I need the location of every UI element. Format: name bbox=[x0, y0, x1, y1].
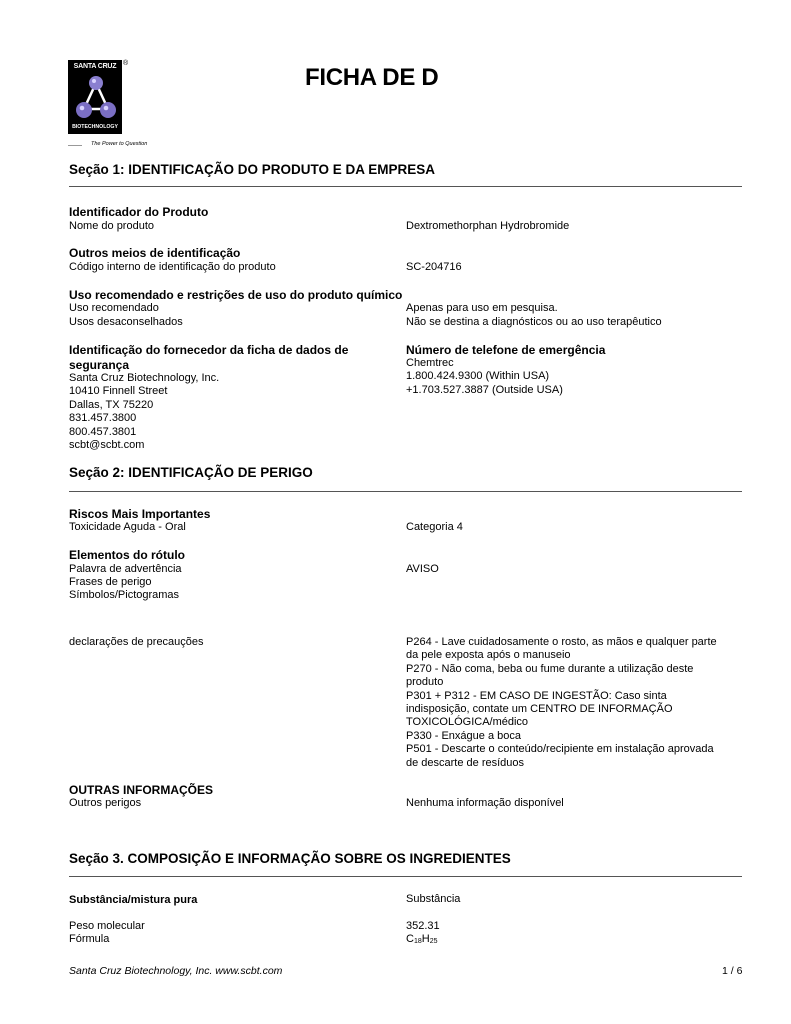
product-identifier-heading: Identificador do Produto bbox=[69, 205, 209, 219]
tagline: The Power to Question bbox=[91, 141, 148, 147]
substance-value: Substância bbox=[406, 893, 461, 905]
supplier-line: 800.457.3801 bbox=[69, 425, 137, 438]
supplier-heading-line2: segurança bbox=[69, 358, 130, 372]
internal-code-value: SC-204716 bbox=[406, 261, 462, 273]
precaution-line: indisposição, contate um CENTRO DE INFORMAÇÃO bbox=[406, 703, 673, 716]
product-name-value: Dextromethorphan Hydrobromide bbox=[406, 220, 570, 232]
acute-toxicity-label: Toxicidade Aguda - Oral bbox=[69, 521, 186, 533]
molecular-weight-label: Peso molecular bbox=[69, 920, 145, 932]
use-heading: Uso recomendado e restrições de uso do produto químico bbox=[69, 288, 403, 302]
pictograms-label: Símbolos/Pictogramas bbox=[69, 589, 180, 601]
emergency-heading: Número de telefone de emergência bbox=[406, 343, 606, 357]
internal-code-label: Código interno de identificação do produto bbox=[69, 261, 276, 273]
molecule-icon bbox=[72, 73, 118, 123]
recommended-use-label: Uso recomendado bbox=[69, 302, 159, 314]
section2-rule bbox=[69, 491, 742, 492]
section3-title: Seção 3. COMPOSIÇÃO E INFORMAÇÃO SOBRE OS INGREDIENTES bbox=[69, 851, 511, 866]
section1-title: Seção 1: IDENTIFICAÇÃO DO PRODUTO E DA EMPRESA bbox=[69, 162, 436, 177]
formula-h: H bbox=[421, 933, 430, 945]
other-hazards-value: Nenhuma informação disponível bbox=[406, 797, 564, 809]
logo-brand-top: SANTA CRUZ bbox=[73, 63, 117, 70]
other-info-heading: OUTRAS INFORMAÇÕES bbox=[69, 783, 213, 797]
precaution-statements bbox=[406, 636, 717, 770]
page-number: 1 / 6 bbox=[722, 965, 743, 977]
registered-mark: ® bbox=[123, 60, 129, 67]
emergency-contacts bbox=[406, 357, 563, 397]
formula-h-subscript: 25 bbox=[429, 938, 438, 945]
section3-rule bbox=[69, 876, 742, 877]
supplier-line: Dallas, TX 75220 bbox=[69, 398, 154, 411]
emergency-line: Chemtrec bbox=[406, 357, 454, 369]
emergency-line: +1.703.527.3887 (Outside USA) bbox=[406, 383, 563, 396]
supplier-line: scbt@scbt.com bbox=[69, 439, 145, 452]
acute-toxicity-value: Categoria 4 bbox=[406, 521, 463, 533]
precaution-line: P264 - Lave cuidadosamente o rosto, as mãos e qualquer parte bbox=[406, 636, 717, 648]
precaution-line: P301 + P312 - EM CASO DE INGESTÃO: Caso sinta bbox=[406, 689, 667, 702]
formula-c: C bbox=[406, 933, 414, 945]
recommended-use-value: Apenas para uso em pesquisa. bbox=[406, 302, 558, 314]
formula-label: Fórmula bbox=[69, 933, 110, 945]
precaution-line: TOXICOLÓGICA/médico bbox=[406, 716, 529, 729]
signal-word-value: AVISO bbox=[406, 563, 439, 575]
logo-brand-bottom: BIOTECHNOLOGY bbox=[72, 124, 118, 130]
section2-title: Seção 2: IDENTIFICAÇÃO DE PERIGO bbox=[69, 465, 313, 480]
hazards-heading: Riscos Mais Importantes bbox=[69, 507, 211, 521]
emergency-line: 1.800.424.9300 (Within USA) bbox=[406, 370, 550, 383]
supplier-address bbox=[69, 372, 219, 452]
restricted-use-value: Não se destina a diagnósticos ou ao uso terapêutico bbox=[406, 316, 662, 328]
precaution-line: produto bbox=[406, 676, 444, 689]
signal-word-label: Palavra de advertência bbox=[69, 563, 182, 575]
company-logo bbox=[68, 60, 122, 134]
other-ids-heading: Outros meios de identificação bbox=[69, 246, 241, 260]
supplier-line: Santa Cruz Biotechnology, Inc. bbox=[69, 372, 220, 384]
product-name-label: Nome do produto bbox=[69, 220, 154, 232]
footer-company: Santa Cruz Biotechnology, Inc. www.scbt.com bbox=[69, 965, 283, 977]
hazard-phrases-label: Frases de perigo bbox=[69, 576, 152, 588]
substance-label: Substância/mistura pura bbox=[69, 894, 198, 906]
precaution-line: P330 - Enxágue a boca bbox=[406, 729, 521, 742]
precaution-line: P270 - Não coma, beba ou fume durante a utilização deste bbox=[406, 662, 694, 675]
molecular-weight-value: 352.31 bbox=[406, 920, 440, 932]
logo-divider bbox=[68, 145, 82, 146]
other-hazards-label: Outros perigos bbox=[69, 797, 142, 809]
precautions-label: declarações de precauções bbox=[69, 636, 204, 648]
supplier-heading-line1: Identificação do fornecedor da ficha de dados de bbox=[69, 343, 349, 357]
precaution-line: da pele exposta após o manuseio bbox=[406, 649, 571, 662]
supplier-line: 831.457.3800 bbox=[69, 412, 137, 425]
formula-c-subscript: 18 bbox=[413, 938, 422, 945]
precaution-line: de descarte de resíduos bbox=[406, 756, 525, 769]
formula-value bbox=[406, 933, 438, 946]
label-elements-heading: Elementos do rótulo bbox=[69, 548, 186, 562]
section1-rule bbox=[69, 186, 742, 187]
restricted-use-label: Usos desaconselhados bbox=[69, 316, 183, 328]
precaution-line: P501 - Descarte o conteúdo/recipiente em instalação aprovada bbox=[406, 743, 714, 756]
supplier-line: 10410 Finnell Street bbox=[69, 385, 168, 398]
document-title: FICHA DE D bbox=[305, 64, 439, 91]
